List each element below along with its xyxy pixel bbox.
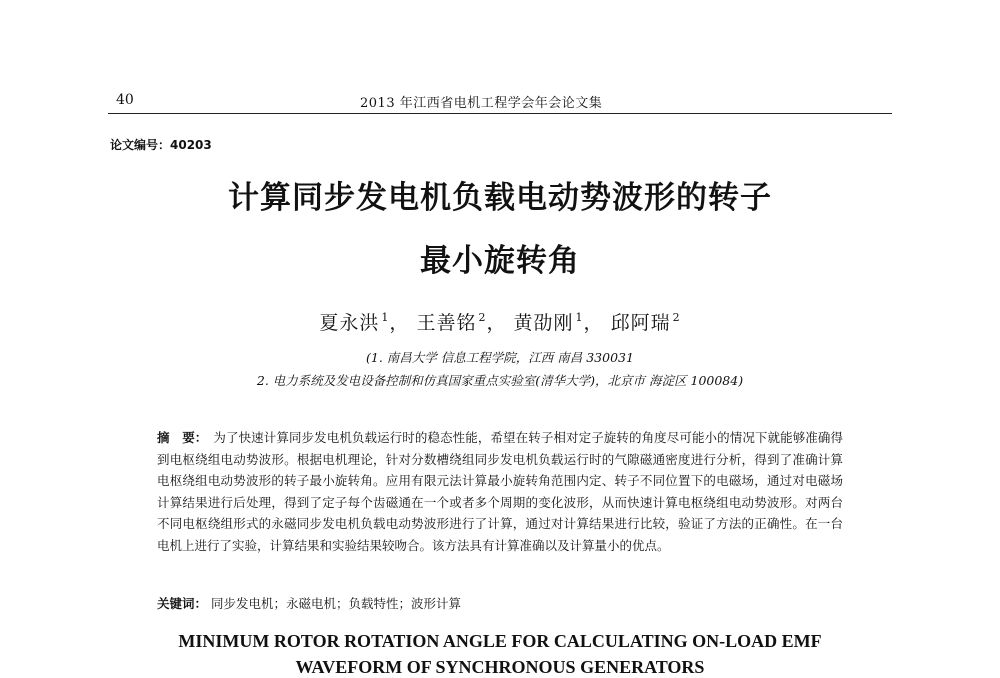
title-line-2: 最小旋转角 (420, 243, 580, 279)
author-affiliation-mark: 2 (478, 311, 487, 324)
author-separator: ， (389, 312, 410, 334)
authors (0, 308, 1000, 335)
title-line-1: 计算同步发电机负载电动势波形的转子 (228, 180, 772, 216)
author-separator: ， (486, 312, 507, 334)
author-affiliation-mark: 2 (672, 311, 681, 324)
author-name: 邱阿瑞 (610, 312, 671, 334)
english-title-line-2: WAVEFORM OF SYNCHRONOUS GENERATORS (295, 657, 705, 677)
running-title: 2013 年江西省电机工程学会年会论文集 (360, 96, 603, 111)
author-affiliation-mark: 1 (381, 311, 390, 324)
author-name: 夏永洪 (319, 312, 380, 334)
abstract (157, 427, 843, 556)
affiliation-line-2: 2. 电力系统及发电设备控制和仿真国家重点实验室(清华大学)，北京市 海淀区 100084) (256, 373, 744, 388)
keywords-text: 同步发电机；永磁电机；负载特性；波形计算 (211, 596, 462, 611)
page-number: 40 (116, 92, 134, 108)
keywords (157, 594, 461, 612)
header-rule (108, 113, 892, 114)
english-title-line-1: MINIMUM ROTOR ROTATION ANGLE FOR CALCULATING ON-LOAD EMF (178, 631, 822, 651)
abstract-label: 摘 要： (157, 430, 208, 445)
author-name: 黄劭刚 (513, 312, 574, 334)
affiliation-line-1: (1. 南昌大学 信息工程学院，江西 南昌 330031 (366, 350, 634, 365)
author-affiliation-mark: 1 (575, 311, 584, 324)
abstract-text: 为了快速计算同步发电机负载运行时的稳态性能，希望在转子相对定子旋转的角度尽可能小的情况下就能够准确得到电枢绕组电动势波形。根据电机理论，针对分数槽绕组同步发电机负载运行时的气隙磁通密度进行分析，得到了准确计算电枢绕组电动势波形的转子最小旋转角。应用有限元法计算最小旋转角范围内定、转子不同位置下的电磁场，通过对电磁场计算结果进行后处理，得到了定子每个齿磁通在一个或者多个周期的变化波形，从而快速计算电枢绕组电动势波形。对两台不同电枢绕组形式的永磁同步发电机负载电动势波形进行了计算，通过对计算结果进行比较，验证了方法的正确性。在一台电机上进行了实验，计算结果和实验结果较吻合。该方法具有计算准确以及计算量小的优点。 (157, 430, 843, 553)
keywords-label: 关键词： (157, 596, 208, 611)
paper-id: 论文编号：40203 (110, 138, 212, 152)
author-name: 王善铭 (416, 312, 477, 334)
author-separator: ， (583, 312, 604, 334)
